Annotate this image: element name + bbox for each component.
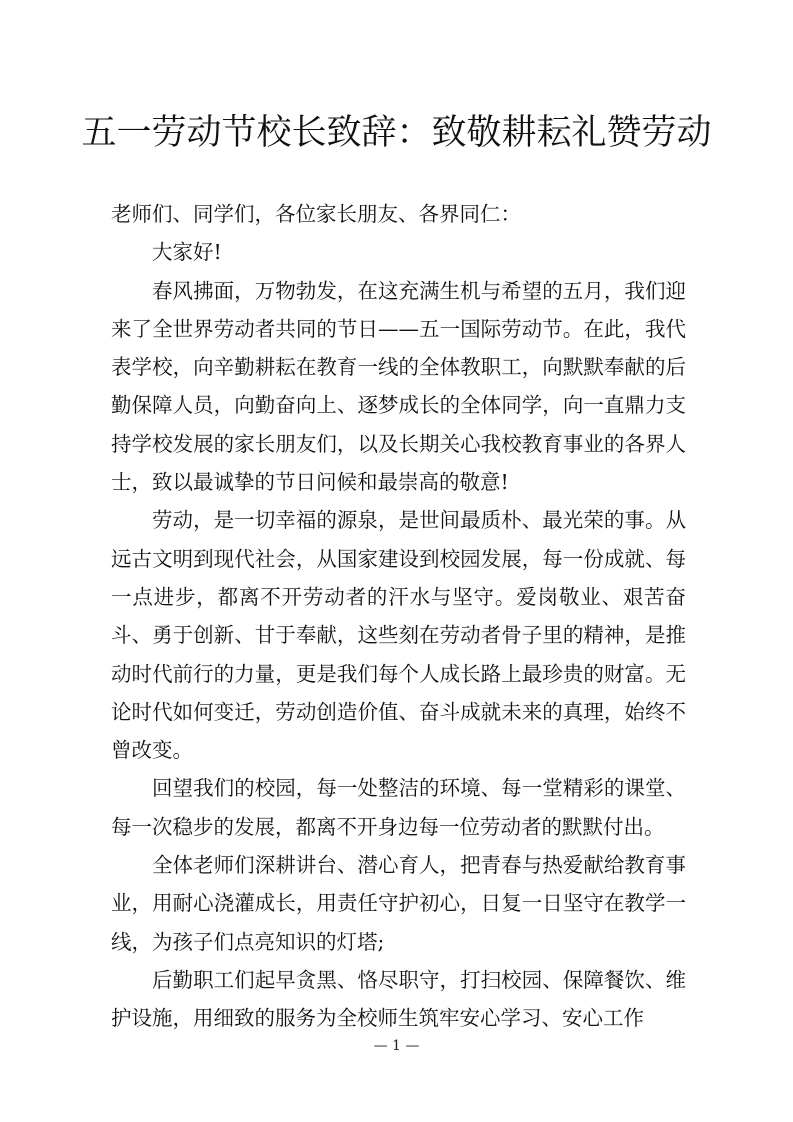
document-title: 五一劳动节校长致辞：致敬耕耘礼赞劳动 xyxy=(81,113,712,153)
paragraph: 后勤职工们起早贪黑、恪尽职守，打扫校园、保障餐饮、维护设施，用细致的服务为全校师生筑牢安心学习、安心工作 xyxy=(111,967,686,1031)
paragraph: 全体老师们深耕讲台、潜心育人，把青春与热爱献给教育事业，用耐心浇灌成长，用责任守护初心，日复一日坚守在教学一线，为孩子们点亮知识的灯塔; xyxy=(111,853,686,954)
greeting: 大家好! xyxy=(152,240,222,265)
paragraph: 劳动，是一切幸福的源泉，是世间最质朴、最光荣的事。从远古文明到现代社会，从国家建设到校园发展，每一份成就、每一点进步，都离不开劳动者的汗水与坚守。爱岗敬业、艰苦奋斗、勇于创新、甘于奉献，这些刻在劳动者骨子里的精神，是推动时代前行的力量，更是我们每个人成长路上最珍贵的财富。无论时代如何变迁，劳动创造价值、奋斗成就未来的真理，始终不曾改变。 xyxy=(111,508,686,763)
page-number: — 1 — xyxy=(373,1038,420,1054)
paragraph: 春风拂面，万物勃发，在这充满生机与希望的五月，我们迎来了全世界劳动者共同的节日——五一国际劳动节。在此，我代表学校，向辛勤耕耘在教育一线的全体教职工，向默默奉献的后勤保障人员，向勤奋向上、逐梦成长的全体同学，向一直鼎力支持学校发展的家长朋友们，以及长期关心我校教育事业的各界人士，致以最诚挚的节日问候和最崇高的敬意! xyxy=(111,278,686,495)
document-body xyxy=(111,195,686,1038)
paragraph: 回望我们的校园，每一处整洁的环境、每一堂精彩的课堂、每一次稳步的发展，都离不开身边每一位劳动者的默默付出。 xyxy=(111,776,686,839)
salutation: 老师们、同学们，各位家长朋友、各界同仁： xyxy=(111,202,521,226)
